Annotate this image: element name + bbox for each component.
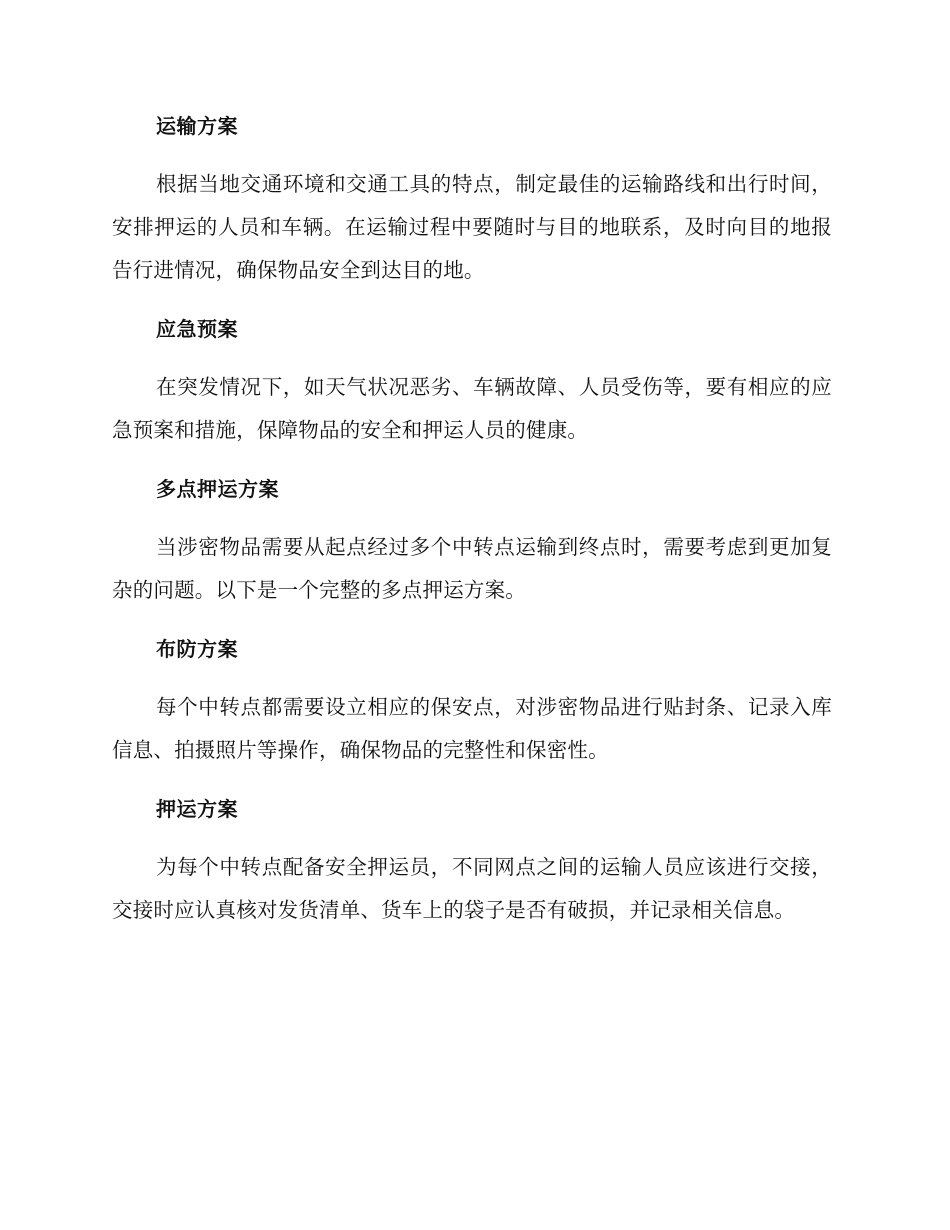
section-heading-emergency: 应急预案 — [156, 317, 238, 341]
section-heading-transport: 运输方案 — [156, 114, 238, 138]
section-paragraph-multipoint: 当涉密物品需要从起点经过多个中转点运输到终点时，需要考虑到更加复杂的问题。以下是一个完整的多点押运方案。 — [112, 535, 832, 602]
section-heading-defense: 布防方案 — [156, 637, 238, 661]
section-paragraph-emergency: 在突发情况下，如天气状况恶劣、车辆故障、人员受伤等，要有相应的应急预案和措施，保障物品的安全和押运人员的健康。 — [112, 375, 832, 442]
section-paragraph-transport: 根据当地交通环境和交通工具的特点，制定最佳的运输路线和出行时间，安排押运的人员和车辆。在运输过程中要随时与目的地联系，及时向目的地报告行进情况，确保物品安全到达目的地。 — [112, 172, 832, 282]
section-paragraph-defense: 每个中转点都需要设立相应的保安点，对涉密物品进行贴封条、记录入库信息、拍摄照片等操作，确保物品的完整性和保密性。 — [112, 695, 832, 762]
section-paragraph-escort: 为每个中转点配备安全押运员，不同网点之间的运输人员应该进行交接，交接时应认真核对发货清单、货车上的袋子是否有破损，并记录相关信息。 — [112, 855, 832, 922]
section-heading-escort: 押运方案 — [156, 797, 238, 821]
section-heading-multipoint: 多点押运方案 — [156, 477, 279, 501]
